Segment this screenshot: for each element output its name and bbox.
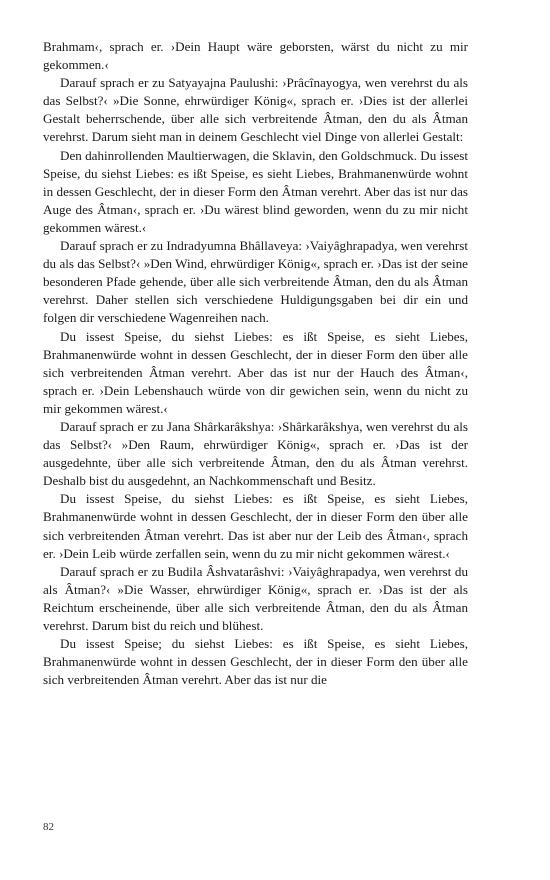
page-number: 82 [43, 821, 54, 833]
paragraph: Darauf sprach er zu Budila Âshvatarâshvi: ›Vaiyâghrapadya, wen verehrst du als Âtman?‹ »Die Wasser, ehrwürdiger König«, sprach er. ›Das ist der als Reichtum erscheinende, über alle sich verbreitende Âtman, den du als Âtman verehrst. Darum bist du reich und blühest. [43, 563, 468, 633]
paragraph: Du issest Speise, du siehst Liebes: es ißt Speise, es sieht Liebes, Brahmanenwürde wohnt in dessen Geschlecht, der in dieser Form den über alle sich verbreitenden Âtman verehrt. Aber das ist nur der Hauch des Âtman‹, sprach er. ›Dein Lebenshauch würde von dir gewichen sein, wenn du nicht zu mir gekommen wärest.‹ [43, 328, 468, 416]
paragraph: Du issest Speise; du siehst Liebes: es ißt Speise, es sieht Liebes, Brahmanenwürde wohnt in dessen Geschlecht, der in dieser Form den über alle sich verbreitenden Âtman verehrt. Aber das ist nur die [43, 636, 468, 688]
paragraph: Den dahinrollenden Maultierwagen, die Sklavin, den Goldschmuck. Du issest Speise, du siehst Liebes: es ißt Speise, es sieht Liebes, Brahmanenwürde wohnt in dessen Geschlecht, der in dieser Form den Âtman verehrt. Aber das ist nur das Auge des Âtman‹, sprach er. ›Du wärest blind geworden, wenn du zu mir nicht gekommen wärest.‹ [43, 147, 468, 235]
body-text [43, 38, 468, 689]
paragraph: Darauf sprach er zu Satyayajna Paulushi: ›Prâcînayogya, wen verehrst du als das Selbst?‹ »Die Sonne, ehrwürdiger König«, sprach er. ›Dies ist der allerlei Gestalt beherrschende, über alle sich verbreitende Âtman, den du als Âtman verehrst. Darum sieht man in deinem Geschlecht viel Dinge von allerlei Gestalt: [43, 75, 468, 145]
paragraph: Darauf sprach er zu Jana Shârkarâkshya: ›Shârkarâkshya, wen verehrst du als das Selbst?‹ »Den Raum, ehrwürdiger König«, sprach er. ›Das ist der ausgedehnte, über alle sich verbreitende Âtman, den du als Âtman verehrst. Deshalb bist du ausgedehnt, an Nachkommenschaft und Besitz. [43, 418, 468, 489]
paragraph: Darauf sprach er zu Indradyumna Bhâllaveya: ›Vaiyâghrapadya, wen verehrst du als das Selbst?‹ »Den Wind, ehrwürdiger König«, sprach er. ›Das ist der seine besonderen Pfade gehende, über alle sich verbreitende Âtman, den du als Âtman verehrst. Daher stellen sich verschiedene Huldigungsgaben bei dir ein und folgen dir verschiedene Wagenreihen nach. [43, 238, 468, 326]
paragraph: Du issest Speise, du siehst Liebes: es ißt Speise, es sieht Liebes, Brahmanenwürde wohnt in dessen Geschlecht, der in dieser Form den über alle sich verbreitenden Âtman verehrt. Das ist aber nur der Leib des Âtman‹, sprach er. ›Dein Leib würde zerfallen sein, wenn du zu mir nicht gekommen wärest.‹ [43, 491, 468, 561]
paragraph: Brahmam‹, sprach er. ›Dein Haupt wäre geborsten, wärst du nicht zu mir gekommen.‹ [43, 39, 468, 73]
